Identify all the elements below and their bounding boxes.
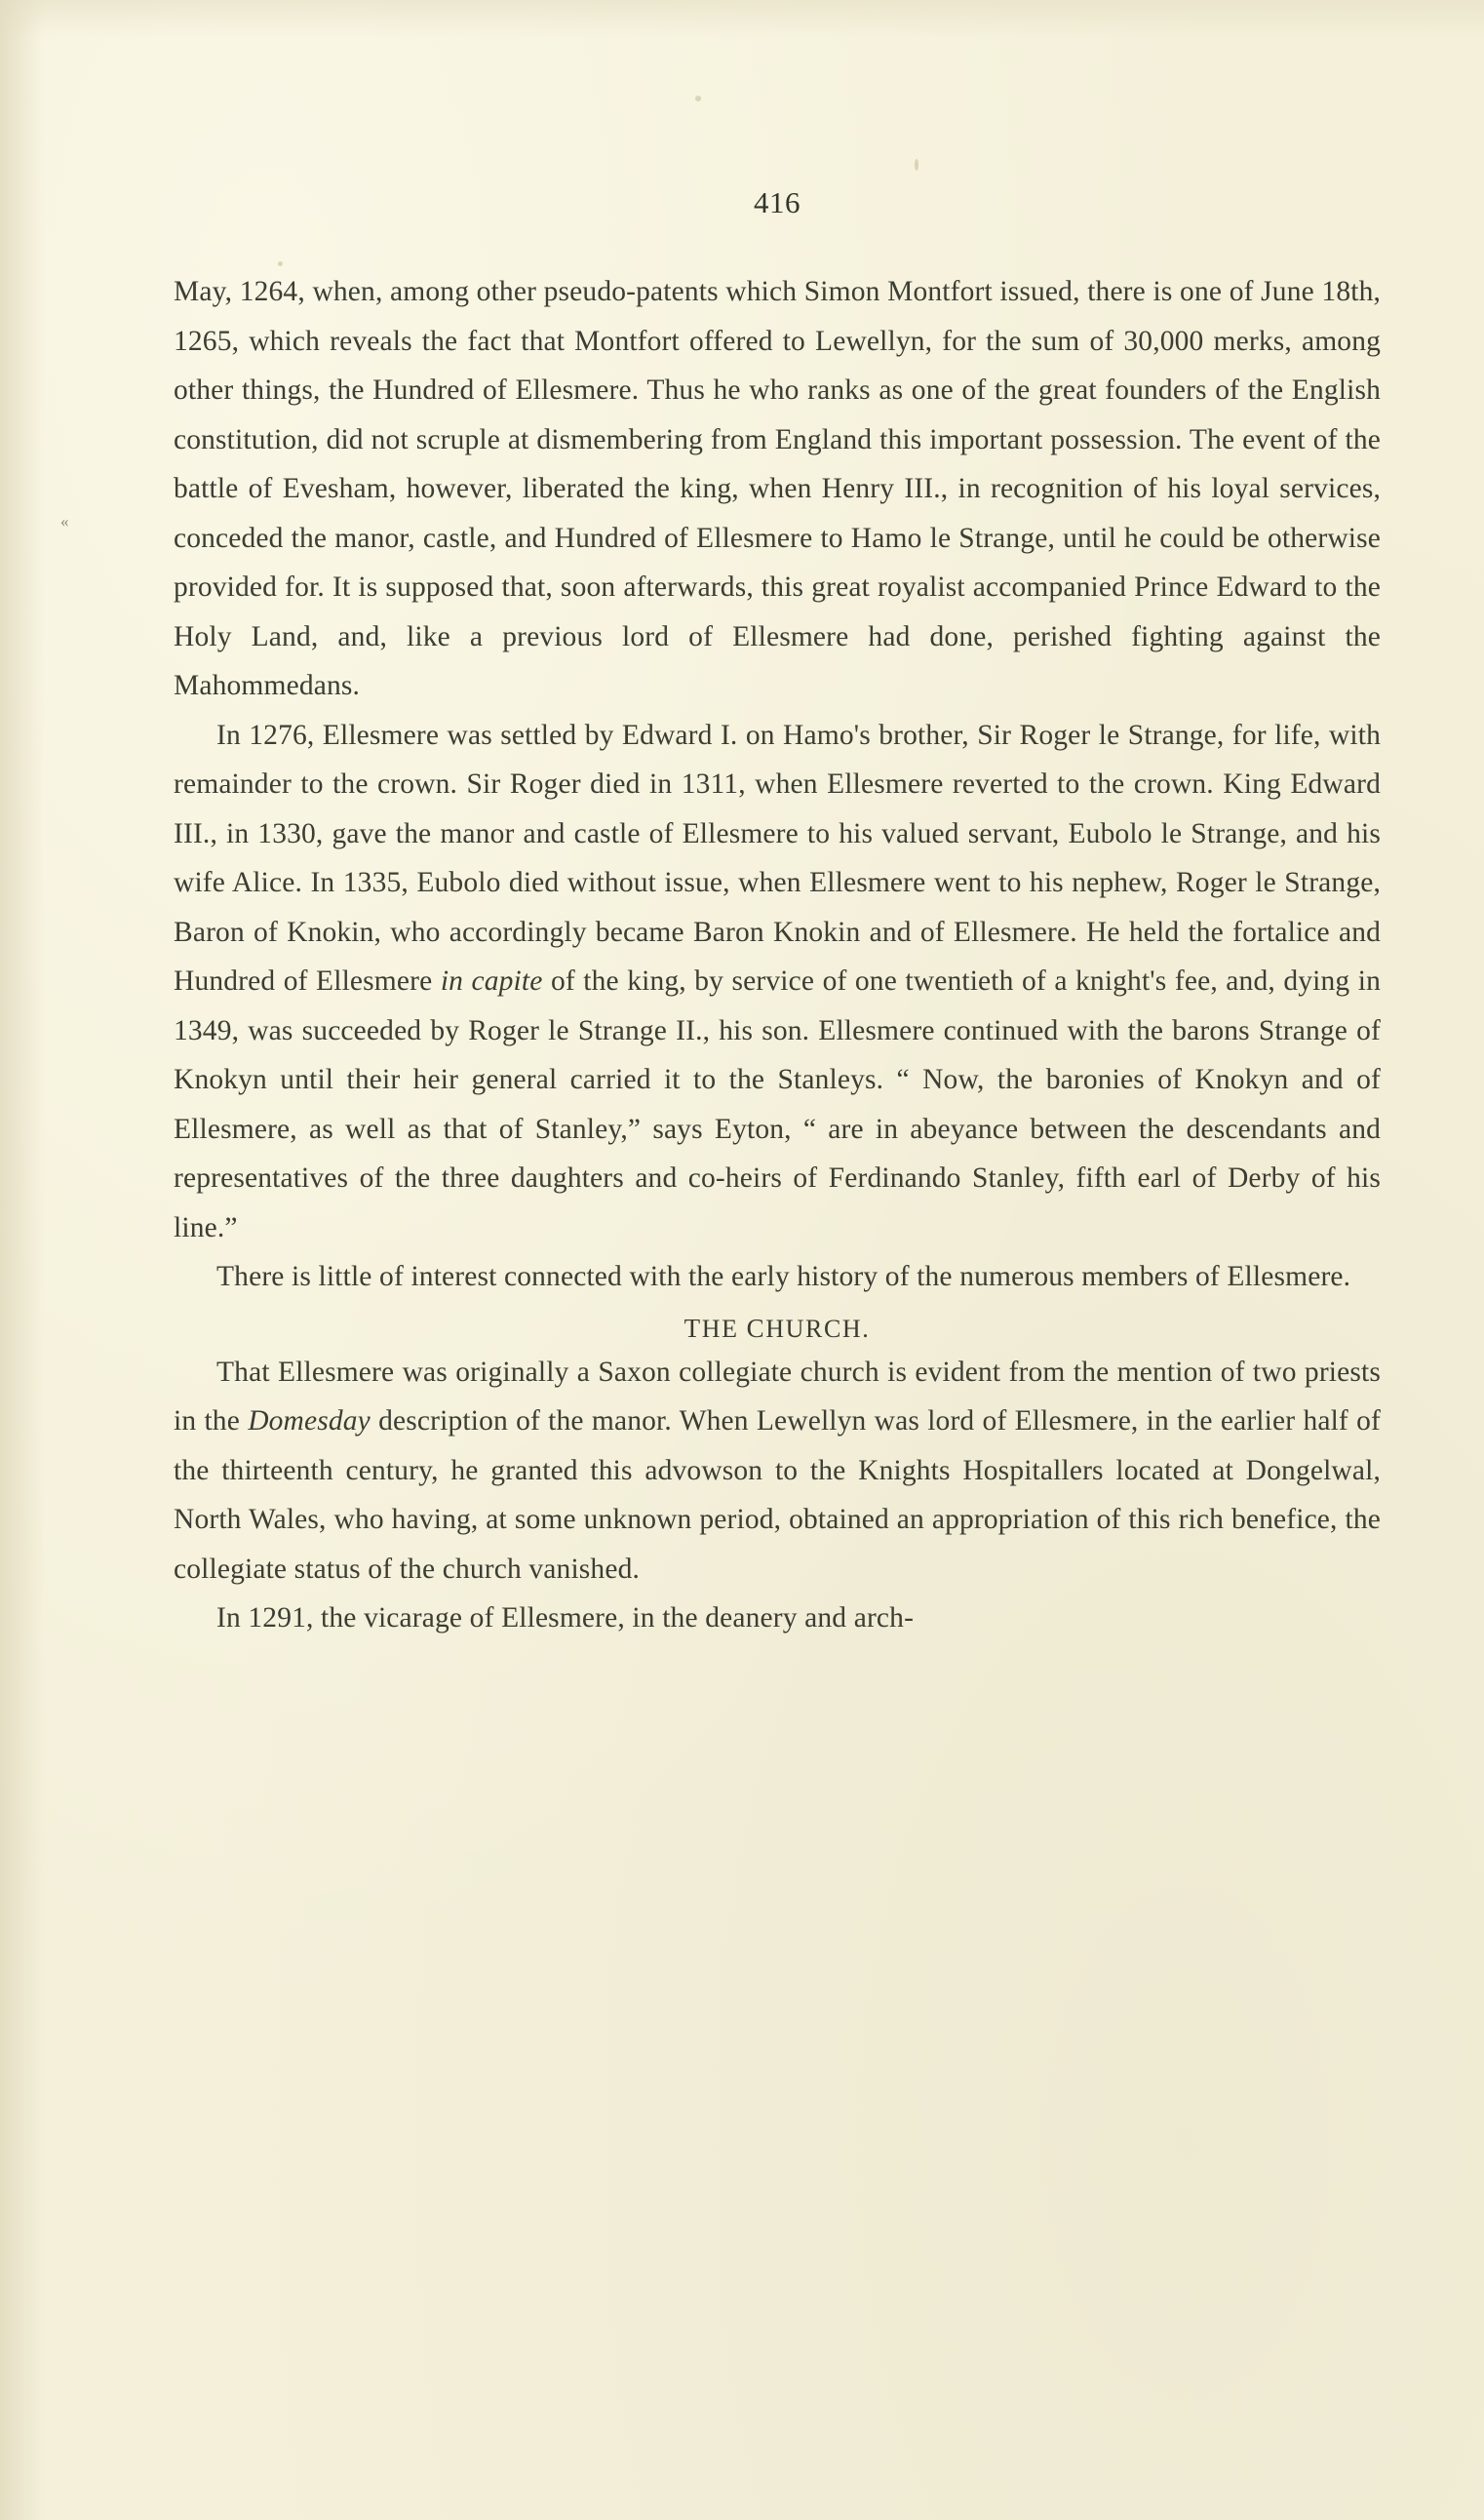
italic-phrase: in capite <box>440 965 543 997</box>
margin-mark: « <box>60 512 69 531</box>
paragraph-3: There is little of interest connected with the early history of the numerous members of Ellesmere. <box>216 1261 1351 1292</box>
heading-text: HURCH. <box>765 1314 871 1343</box>
section-heading <box>174 1314 1381 1344</box>
heading-initial: T <box>683 1313 702 1343</box>
heading-initial: C <box>746 1313 766 1343</box>
paragraph-2: In 1276, Ellesmere was settled by Edward I. on Hamo's brother, Sir Roger le Strange, for life, with remainder to the crown. Sir Roger died in 1311, when Ellesmere reverted to the crown. King Edward III., in 1330, gave the manor and castle of Ellesmere to his valued servant, Eubolo le Strange, and his wife Alice. In 1335, Eubolo died without issue, when Ellesmere went to his nephew, Roger le Strange, Baron of Knokin, who accordingly became Baron Knokin and of Ellesmere. He held the fortalice and Hundred of Ellesmere in capite of the king, by service of one twentieth of a knight's fee, and, dying in 1349, was succeeded by Roger le Strange II., his son. Ellesmere continued with the barons Strange of Knokyn until their heir general carried it to the Stanleys. “ Now, the baronies of Knokyn and of Ellesmere, as well as that of Stanley,” says Eyton, “ are in abeyance between the descendants and representatives of the three daughters and co-heirs of Ferdinando Stanley, fifth earl of Derby of his line.” <box>174 719 1381 1243</box>
paper-speck <box>695 96 701 101</box>
page-number: 416 <box>754 185 801 219</box>
heading-text: HE <box>701 1314 739 1343</box>
paragraph-4: That Ellesmere was originally a Saxon collegiate church is evident from the mention of two priests in the Domesday description of the manor. When Lewellyn was lord of Ellesmere, in the earlier half of the thirteenth century, he granted this advowson to the Knights Hospitallers located at Dongelwal, North Wales, who having, at some unknown period, obtained an appropriation of this rich benefice, the collegiate status of the church vanished. <box>174 1356 1381 1585</box>
page-edge-shadow-left <box>0 0 45 2520</box>
page-content <box>174 185 1381 1643</box>
page-edge-shadow-top <box>0 0 1484 39</box>
paragraph-1: May, 1264, when, among other pseudo-patents which Simon Montfort issued, there is one of June 18th, 1265, which reveals the fact that Montfort offered to Lewellyn, for the sum of 30,000 merks, among other things, the Hundred of Ellesmere. Thus he who ranks as one of the great founders of the English constitution, did not scruple at dismembering from England this important possession. The event of the battle of Evesham, however, liberated the king, when Henry III., in recognition of his loyal services, conceded the manor, castle, and Hundred of Ellesmere to Hamo le Strange, until he could be otherwise provided for. It is supposed that, soon afterwards, this great royalist accompanied Prince Edward to the Holy Land, and, like a previous lord of Ellesmere had done, perished fighting against the Mahommedans. <box>174 276 1381 701</box>
paragraph-5: In 1291, the vicarage of Ellesmere, in the deanery and arch- <box>216 1602 915 1634</box>
paper-speck <box>915 159 918 171</box>
italic-phrase: Domesday <box>248 1405 371 1437</box>
